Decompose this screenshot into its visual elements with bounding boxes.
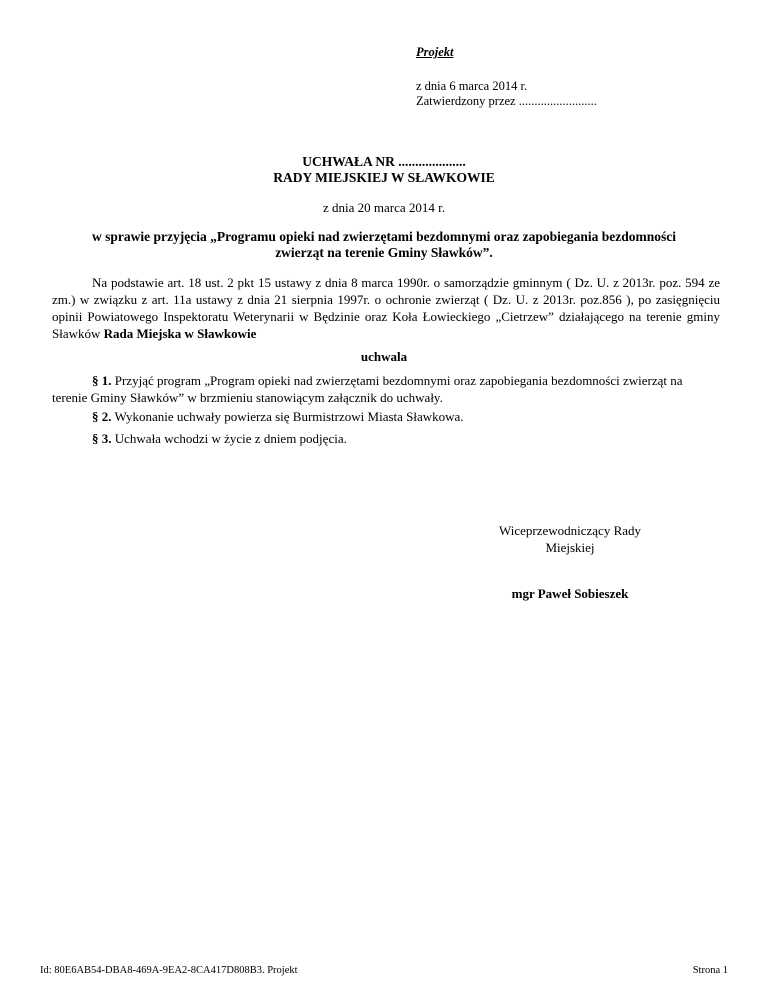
paragraph-1 (52, 372, 720, 406)
signatory-name: mgr Paweł Sobieszek (511, 586, 629, 601)
projekt-label: Projekt (416, 45, 454, 59)
paragraph-number: § 1. (92, 373, 112, 388)
page-number: Strona 1 (692, 965, 728, 976)
resolves-word: uchwala (360, 349, 408, 364)
paragraph-text: Przyjąć program „Program opieki nad zwierzętami bezdomnymi oraz zapobiegania bezdomności zwierząt na terenie Gminy Sławków” w brzmieniu stanowiącym załącznik do uchwały. (52, 373, 683, 405)
paragraph-text: Uchwała wchodzi w życie z dniem podjęcia. (111, 431, 347, 446)
subject-line-1: w sprawie przyjęcia „Programu opieki nad zwierzętami bezdomnymi oraz zapobiegania bezdomności (92, 229, 676, 244)
preamble-text: Na podstawie art. 18 ust. 2 pkt 15 ustawy z dnia 8 marca 1990r. o samorządzie gminnym ( Dz. U. z 2013r. poz. 594 ze zm.) w związku z art. 11a ustawy z dnia 21 sierpnia 1997r. o ochronie zwierząt ( Dz. U. z 2013r. poz.856 ), po zasięgnięciu opinii Powiatowego Inspektoratu Weterynarii w Będzinie oraz Koła Łowieckiego „Cietrzew” działającego na terenie gminy Sławków (52, 275, 720, 341)
resolution-number: UCHWAŁA NR .................... (302, 154, 466, 169)
paragraph-text: Wykonanie uchwały powierza się Burmistrzowi Miasta Sławkowa. (111, 409, 464, 424)
signatory-role-line-1: Wiceprzewodniczący Rady (498, 523, 642, 538)
document-id: Id: 80E6AB54-DBA8-469A-9EA2-8CA417D808B3. Projekt (40, 965, 298, 976)
approved-by-line: Zatwierdzony przez ......................... (416, 94, 597, 108)
council-name: RADY MIEJSKIEJ W SŁAWKOWIE (273, 170, 495, 185)
draft-date: z dnia 6 marca 2014 r. (416, 79, 528, 93)
paragraph-3 (52, 430, 720, 447)
paragraph-2 (52, 408, 720, 425)
paragraph-number: § 2. (92, 409, 112, 424)
resolution-date: z dnia 20 marca 2014 r. (322, 200, 445, 215)
paragraph-number: § 3. (92, 431, 112, 446)
signatory-role-line-2: Miejskiej (545, 540, 595, 555)
subject-line-2: zwierząt na terenie Gminy Sławków”. (275, 245, 493, 260)
preamble (52, 274, 720, 342)
council-subject: Rada Miejska w Sławkowie (103, 326, 257, 341)
document-header (416, 45, 597, 109)
signature-block (470, 522, 670, 602)
